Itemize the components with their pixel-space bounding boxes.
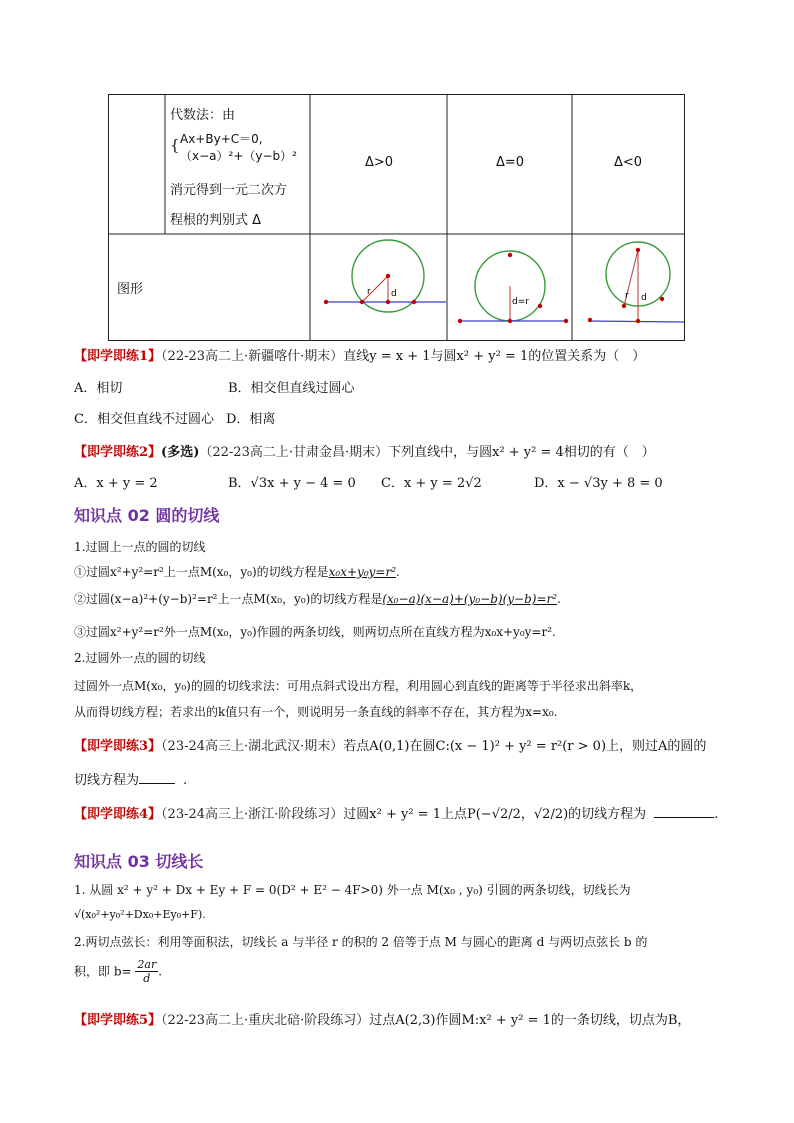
method-line-3: （x−a）²+（y−b）² [180,149,297,163]
figure-secant [324,240,446,312]
exercise-1-stem [74,348,645,366]
fraction-numerator: 2ar [137,958,157,971]
exercise-label: 【即学即练5】 [74,1013,162,1028]
section-title-kp03: 知识点 03 切线长 [74,852,204,871]
exercise-label: 【即学即练2】 [74,445,162,460]
exercise-source: （22-23高二上·重庆北碚·阶段练习） [161,1013,370,1028]
kp03-line-3-end: . [158,964,163,979]
kp02-line-3-text: ②过圆(x−a)²+(y−b)²=r²上一点M(x₀，y₀)的切线方程是 [74,592,383,606]
exercise-source: （23-24高三上·浙江·阶段练习） [161,807,344,822]
label-d-eq-r: d=r [512,297,529,307]
exercise-question: 过圆x² + y² = 1上点P(−√2/2，√2/2)的切线方程为 [343,807,647,822]
kp02-line-2: ①过圆x²+y²=r²上一点M(x₀，y₀)的切线方程是x₀x+y₀y=r². [74,565,400,579]
kp02-line-4: ③过圆x²+y²=r²外一点M(x₀，y₀)作圆的两条切线，则两切点所在直线方程为x₀x+y₀y=r². [74,625,556,639]
exercise-label: 【即学即练1】 [74,349,162,364]
exercise-label: 【即学即练4】 [74,807,162,822]
option-d: D．x − √3y + 8 = 0 [534,476,663,491]
exercise-4-stem [74,806,718,824]
method-line-2: Ax+By+C＝0, [180,132,263,146]
fraction [135,958,158,985]
kp02-line-5: 2.过圆外一点的圆的切线 [74,651,206,665]
figure-tangent [458,251,568,323]
kp02-line-7: 从而得切线方程；若求出的k值只有一个，则说明另一条直线的斜率不存在，其方程为x=x₀. [74,705,558,719]
exercise-question: 直线y = x + 1与圆x² + y² = 1的位置关系为（ ） [343,349,646,364]
option-c: C．x + y = 2√2 [381,476,482,491]
kp03-line-1b: √(x₀²+y₀²+Dx₀+Ey₀+F). [74,908,206,921]
exercise-source: （22-23高二上·甘肃金昌·期末） [199,445,389,460]
exercise-tag: (多选) [161,445,200,460]
delta-eq-0: Δ=0 [496,155,525,170]
kp03-line-3-text: 积，即 b= [74,964,132,979]
method-line-4: 消元得到一元二次方 [170,183,288,198]
exercise-source: （23-24高三上·湖北武汉·期末） [161,739,344,754]
option-a: A．x + y = 2 [74,476,158,491]
kp02-line-1: 1.过圆上一点的圆的切线 [74,540,206,554]
option-c: C．相交但直线不过圆心 [74,412,214,427]
kp02-line-3: ②过圆(x−a)²+(y−b)²=r²上一点M(x₀，y₀)的切线方程是(x₀−a)(x−a)+(y₀−b)(y−b)=r². [74,592,561,606]
option-d: D．相离 [226,412,276,427]
answer-blank[interactable] [139,783,175,784]
label-r-1: r [367,287,371,297]
delta-lt-0: Δ<0 [614,155,643,170]
exercise-question: 下列直线中，与圆x² + y² = 4相切的有（ ） [388,445,655,460]
exercise-question: 过点A(2,3)作圆M:x² + y² = 1的一条切线，切点为B， [369,1013,691,1028]
kp02-line-2-text: ①过圆x²+y²=r²上一点M(x₀，y₀)的切线方程是 [74,565,329,579]
option-b: B．相交但直线过圆心 [228,381,355,396]
label-d-1: d [391,289,397,299]
answer-blank[interactable] [654,817,714,818]
exercise-question: 若点A(0,1)在圆C:(x − 1)² + y² = r²(r > 0)上，则过A的圆的 [343,739,707,754]
exercise-label: 【即学即练3】 [74,739,162,754]
option-a: A．相切 [74,381,123,396]
exercise-source: （22-23高二上·新疆喀什·期末） [161,349,344,364]
method-line-5: 程根的判别式 Δ [170,213,262,228]
option-b: B．√3x + y − 4 = 0 [228,476,356,491]
exercise-2-stem [74,444,655,462]
fraction-denominator: d [143,972,151,985]
brace-icon: { [170,136,180,154]
kp02-line-6: 过圆外一点M(x₀，y₀)的圆的切线求法：可用点斜式设出方程，利用圆心到直线的距离等于半径求出斜率k， [74,679,643,693]
exercise-3-line-2 [74,772,187,790]
section-title-kp02: 知识点 02 圆的切线 [74,506,220,525]
label-r-3: r [625,291,629,301]
exercise-end: . [714,807,719,822]
figure-separate [588,242,684,323]
exercise-end: . [183,773,188,788]
label-d-3: d [641,293,647,303]
figure-label: 图形 [117,282,144,297]
kp03-line-1: 1. 从圆 x² + y² + Dx + Ey + F = 0(D² + E² − 4F>0) 外一点 M(x₀ , y₀) 引圆的两条切线，切线长为 [74,883,631,897]
kp02-line-2-answer: x₀x+y₀y=r² [328,565,397,579]
method-line-1: 代数法：由 [170,108,236,123]
exercise-5-stem [74,1012,690,1030]
kp02-line-3-answer: (x₀−a)(x−a)+(y₀−b)(y−b)=r² [382,592,558,606]
kp03-line-2: 2.两切点弦长：利用等面积法，切线长 a 与半径 r 的积的 2 倍等于点 M 与圆心的距离 d 与两切点弦长 b 的 [74,935,648,949]
kp03-line-3 [74,958,162,992]
delta-gt-0: Δ>0 [365,155,394,170]
exercise-3-stem [74,738,706,756]
exercise-question-cont: 切线方程为 [74,773,140,788]
